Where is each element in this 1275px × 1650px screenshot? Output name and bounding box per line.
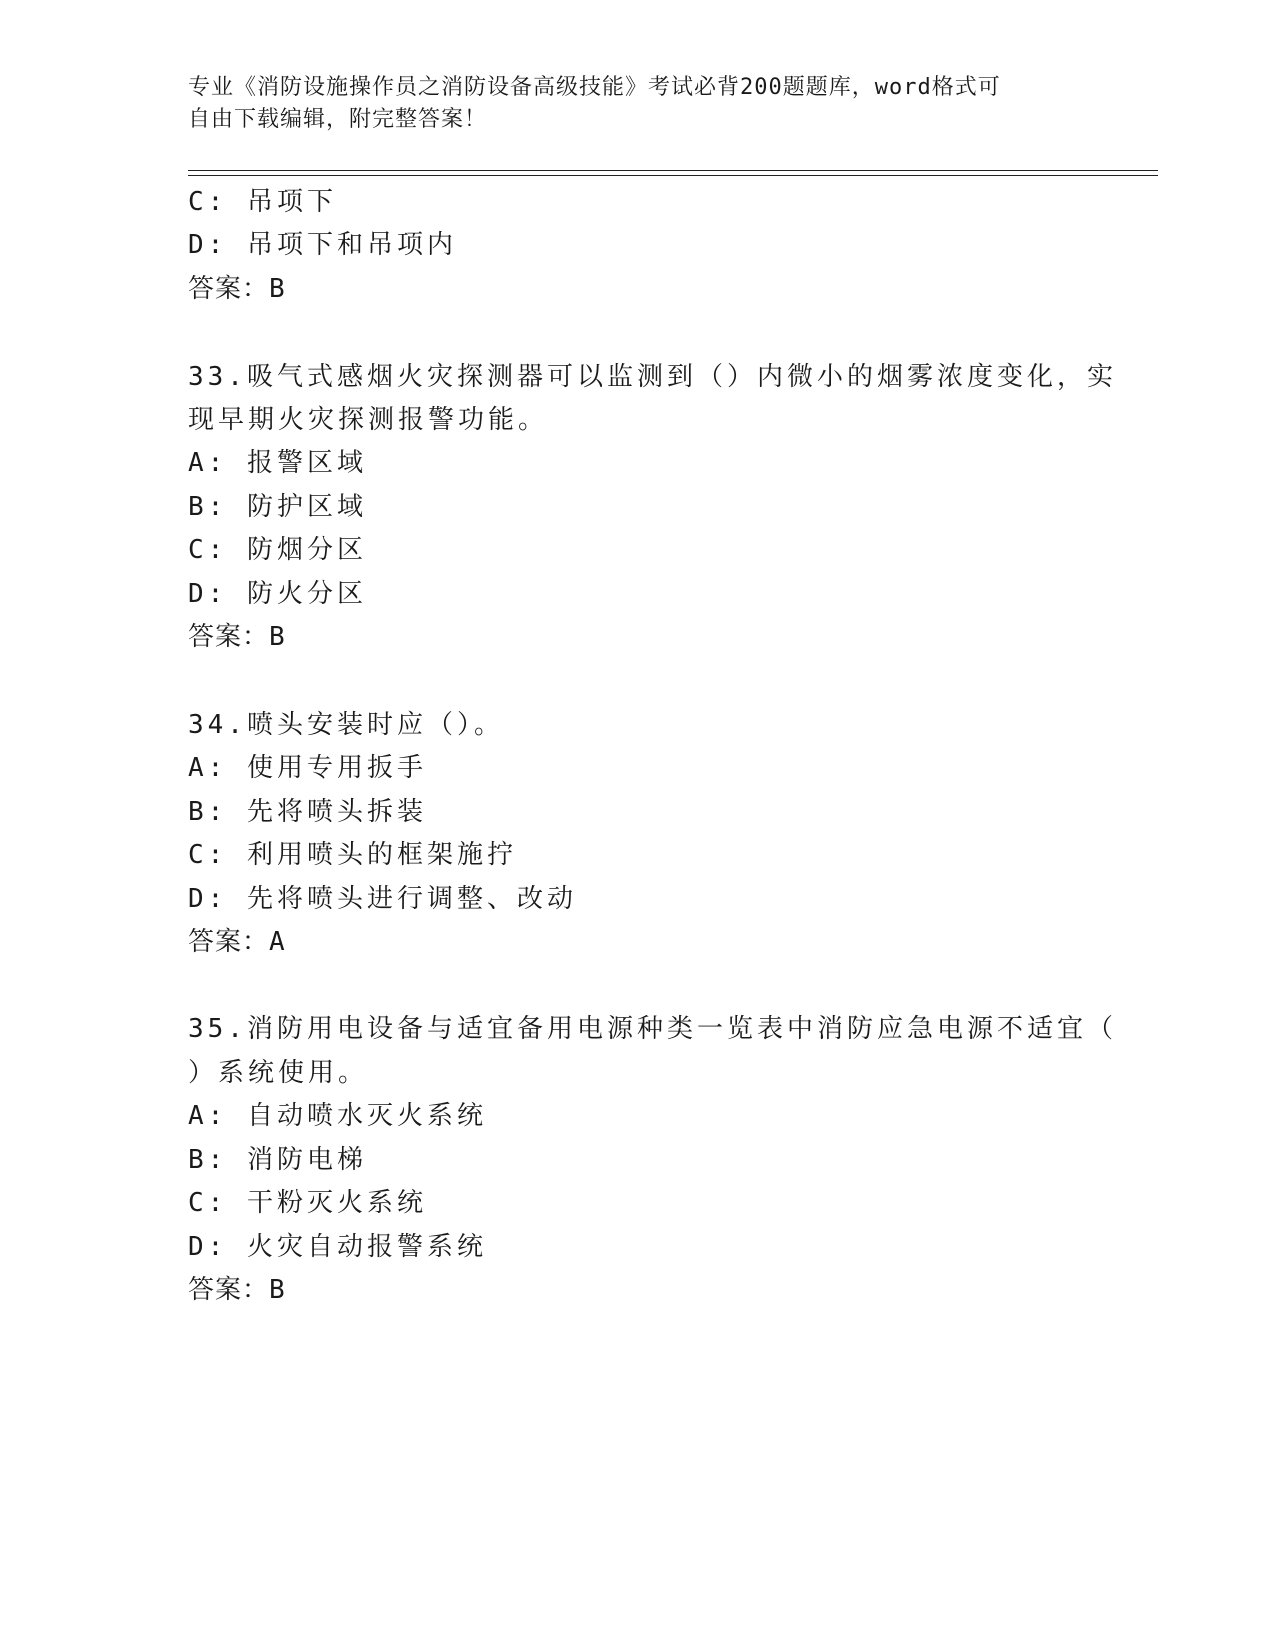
header-divider-bottom — [188, 175, 1158, 176]
prev-option-c: C: 吊项下 — [188, 187, 337, 217]
question-34-option-d: D: 先将喷头进行调整、改动 — [188, 884, 577, 914]
question-35-answer: 答案：B — [188, 1275, 286, 1305]
question-33-option-d: D: 防火分区 — [188, 579, 367, 609]
question-33-option-a: A: 报警区域 — [188, 448, 367, 478]
header-line-2: 自由下载编辑，附完整答案！ — [188, 107, 488, 132]
question-35-option-b: B: 消防电梯 — [188, 1145, 367, 1175]
prev-answer: 答案：B — [188, 274, 286, 304]
question-33-option-c: C: 防烟分区 — [188, 535, 367, 565]
header-divider-top — [188, 170, 1158, 171]
header-line-1: 专业《消防设施操作员之消防设备高级技能》考试必背200题题库，word格式可 — [188, 75, 1001, 100]
question-35-option-d: D: 火灾自动报警系统 — [188, 1232, 487, 1262]
question-35-option-a: A: 自动喷水灭火系统 — [188, 1101, 487, 1131]
question-35-stem-line-1: 35.消防用电设备与适宜备用电源种类一览表中消防应急电源不适宜（ — [188, 1014, 1117, 1044]
prev-option-d: D: 吊项下和吊项内 — [188, 230, 457, 260]
question-35-option-c: C: 干粉灭火系统 — [188, 1188, 427, 1218]
question-33-option-b: B: 防护区域 — [188, 492, 367, 522]
question-34-answer: 答案：A — [188, 927, 286, 957]
document-header — [188, 72, 1068, 136]
question-34-stem: 34.喷头安装时应（）。 — [188, 710, 504, 740]
question-34-option-a: A: 使用专用扳手 — [188, 753, 427, 783]
question-35-stem-line-2: ）系统使用。 — [188, 1058, 369, 1088]
question-34-option-b: B: 先将喷头拆装 — [188, 797, 427, 827]
question-33-answer: 答案：B — [188, 622, 286, 652]
question-34-option-c: C: 利用喷头的框架施拧 — [188, 840, 517, 870]
question-33-stem-line-1: 33.吸气式感烟火灾探测器可以监测到（）内微小的烟雾浓度变化，实 — [188, 362, 1117, 392]
question-33-stem-line-2: 现早期火灾探测报警功能。 — [188, 405, 549, 435]
